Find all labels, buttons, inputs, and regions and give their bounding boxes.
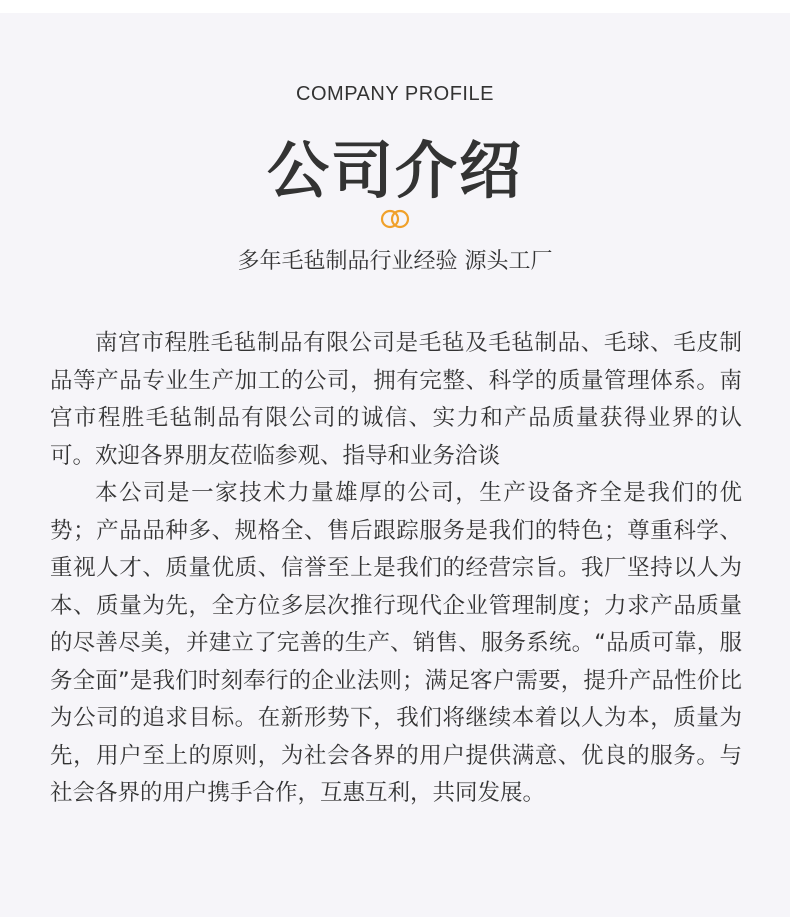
content-panel bbox=[0, 13, 790, 917]
company-description bbox=[50, 325, 742, 813]
section-eyebrow: COMPANY PROFILE bbox=[296, 83, 494, 105]
tagline: 多年毛毡制品行业经验 源头工厂 bbox=[237, 249, 553, 274]
page-title: 公司介绍 bbox=[266, 134, 523, 207]
double-ring-icon bbox=[379, 209, 411, 229]
paragraph-intro: 南宫市程胜毛毡制品有限公司是毛毡及毛毡制品、毛球、毛皮制品等产品专业生产加工的公司，拥有完整、科学的质量管理体系。南宫市程胜毛毡制品有限公司的诚信、实力和产品质量获得业界的认可。欢迎各界朋友莅临参观、指导和业务洽谈 bbox=[50, 330, 742, 469]
paragraph-philosophy: 本公司是一家技术力量雄厚的公司，生产设备齐全是我们的优势；产品品种多、规格全、售后跟踪服务是我们的特色；尊重科学、重视人才、质量优质、信誉至上是我们的经营宗旨。我厂坚持以人为本、质量为先，全方位多层次推行现代企业管理制度；力求产品质量的尽善尽美，并建立了完善的生产、销售、服务系统。“品质可靠，服务全面”是我们时刻奉行的企业法则；满足客户需要，提升产品性价比为公司的追求目标。在新形势下，我们将继续本着以人为本，质量为先，用户至上的原则，为社会各界的用户提供满意、优良的服务。与社会各界的用户携手合作，互惠互利，共同发展。 bbox=[50, 480, 742, 806]
